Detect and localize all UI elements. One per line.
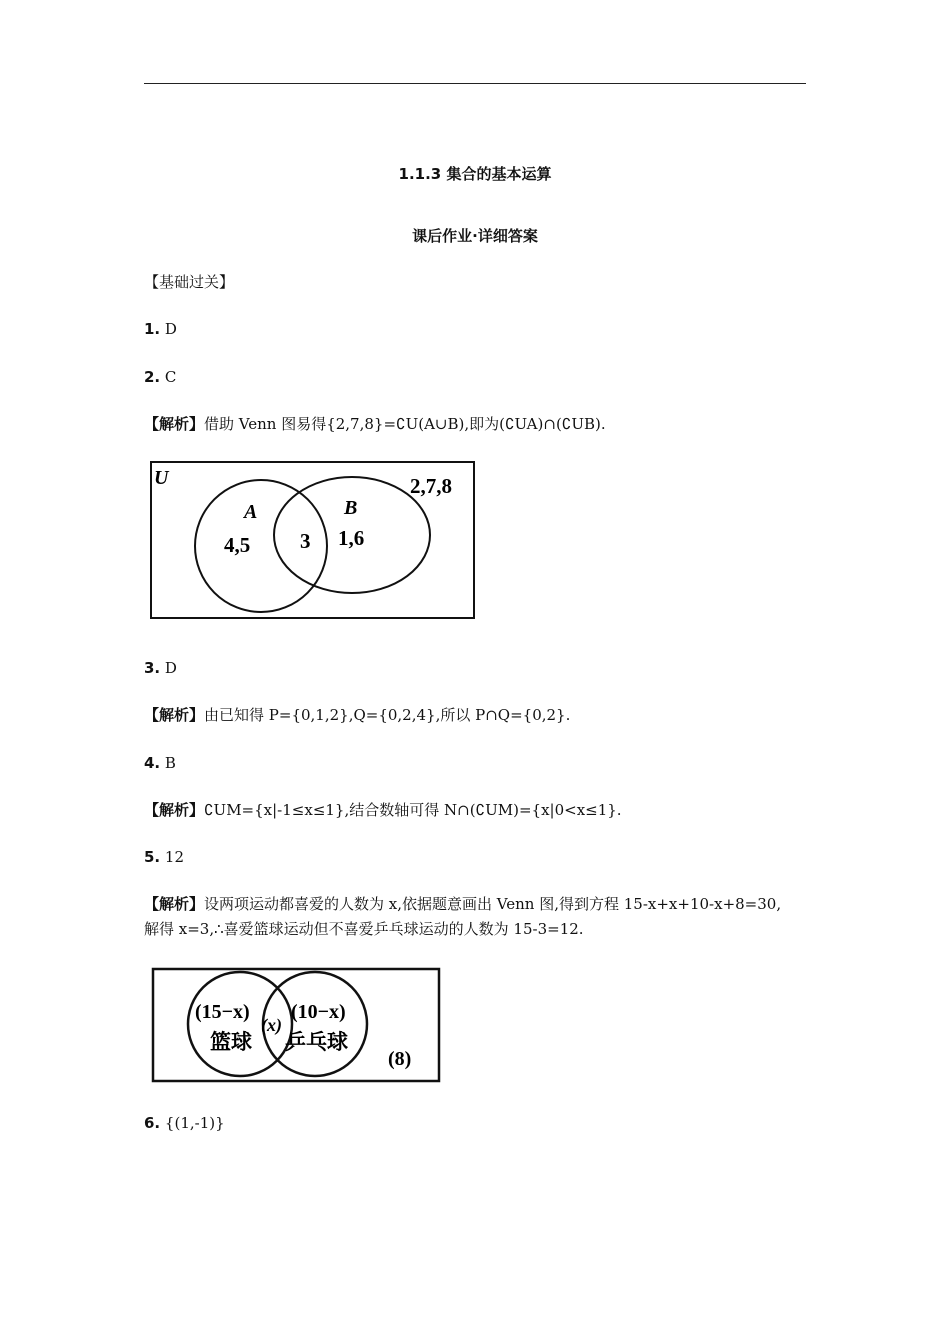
answer-item-3 [144, 657, 177, 679]
right-count: (10−x) [291, 1001, 346, 1023]
venn-diagram-sports [151, 967, 443, 1084]
analysis-item-2 [144, 413, 606, 435]
analysis-item-5-line2: 解得 x=3,∴喜爱篮球运动但不喜爱乒乓球运动的人数为 15-3=12. [144, 920, 584, 938]
item-answer: 12 [164, 848, 185, 866]
analysis-tag: 【解析】 [144, 415, 205, 433]
outside-count: (8) [388, 1048, 412, 1070]
item-number: 5. [144, 848, 161, 866]
left-count: (15−x) [195, 1001, 250, 1023]
analysis-tag: 【解析】 [144, 706, 205, 724]
region-only-a: 4,5 [224, 533, 251, 557]
page-subtitle: 课后作业·详细答案 [412, 227, 538, 245]
answer-item-5 [144, 846, 184, 868]
item-answer: B [164, 754, 176, 772]
analysis-tag: 【解析】 [144, 895, 205, 913]
header-rule [144, 83, 806, 84]
universe-label: U [154, 467, 169, 489]
item-answer: {(1,-1)} [164, 1114, 225, 1132]
item-number: 3. [144, 659, 161, 677]
left-name: 篮球 [210, 1030, 252, 1054]
page-title: 1.1.3 集合的基本运算 [398, 165, 552, 183]
item-answer: C [164, 368, 177, 386]
item-number: 1. [144, 320, 161, 338]
analysis-text: 借助 Venn 图易得{2,7,8}=∁U(A∪B),即为(∁UA)∩(∁UB). [204, 415, 606, 433]
region-only-b: 1,6 [338, 526, 365, 550]
analysis-text: 由已知得 P={0,1,2},Q={0,2,4},所以 P∩Q={0,2}. [204, 706, 571, 724]
set-a-label: A [244, 501, 258, 523]
analysis-item-5-line1 [144, 893, 781, 915]
answer-item-4 [144, 752, 176, 774]
item-answer: D [164, 659, 177, 677]
venn-diagram-sets [148, 459, 478, 621]
item-number: 2. [144, 368, 161, 386]
right-name: 乒乓球 [285, 1030, 348, 1054]
analysis-text: 设两项运动都喜爱的人数为 x,依据题意画出 Venn 图,得到方程 15-x+x+10-x+8=30, [204, 895, 782, 913]
analysis-item-3 [144, 704, 570, 726]
answer-item-6 [144, 1112, 225, 1134]
analysis-tag: 【解析】 [144, 801, 205, 819]
item-number: 6. [144, 1114, 161, 1132]
answer-item-1 [144, 318, 177, 340]
both-count: (x) [261, 1015, 282, 1035]
region-outside: 2,7,8 [410, 474, 452, 498]
region-both: 3 [300, 529, 311, 553]
section-label: 【基础过关】 [144, 273, 235, 291]
analysis-text: ∁UM={x|-1≤x≤1},结合数轴可得 N∩(∁UM)={x|0<x≤1}. [204, 801, 622, 819]
set-b-label: B [344, 497, 358, 519]
item-answer: D [164, 320, 177, 338]
item-number: 4. [144, 754, 161, 772]
analysis-item-4 [144, 799, 622, 821]
answer-item-2 [144, 366, 176, 388]
